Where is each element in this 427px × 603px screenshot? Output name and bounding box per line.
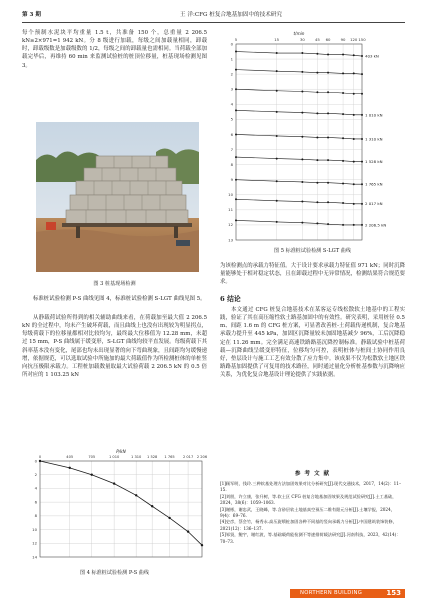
data-point (168, 517, 170, 519)
data-point (342, 182, 344, 184)
x-tick-label: 0 (38, 455, 42, 459)
data-point (135, 494, 137, 496)
data-point (342, 160, 344, 162)
data-point (301, 222, 303, 224)
y-tick-label: 12 (228, 222, 233, 228)
data-point (353, 54, 355, 56)
data-point (342, 92, 344, 94)
data-point (342, 113, 344, 115)
data-point (235, 88, 237, 90)
y-tick-label: 12 (32, 540, 37, 546)
data-point (353, 183, 355, 185)
series-label: 2 206.5 kN (365, 222, 387, 228)
data-point (301, 112, 303, 114)
data-point (361, 203, 363, 205)
running-header (22, 10, 405, 21)
y-tick-label: 10 (228, 192, 233, 198)
data-point (327, 159, 329, 161)
y-tick-label: 8 (230, 161, 233, 167)
x-axis-label: t/min (293, 31, 305, 36)
y-tick-label: 0 (34, 458, 37, 464)
reference-item: [5]邹贤，鲍宇，谢红波，等.基础载荷能检测不等速排荷载法研究[J].河南科技，2023，42(14)：70–73. (220, 532, 401, 544)
y-tick-label: 7 (230, 146, 233, 152)
running-title: 王 洋:CFG 桩复合地基加固中的技术研究 (180, 12, 282, 18)
data-point (327, 223, 329, 225)
data-point (276, 135, 278, 137)
y-tick-label: 2 (34, 472, 37, 478)
data-point (316, 136, 318, 138)
x-tick-label: 1 010 (109, 455, 120, 459)
data-point (353, 203, 355, 205)
data-point (327, 72, 329, 74)
y-tick-label: 3 (230, 86, 233, 92)
data-point (316, 201, 318, 203)
x-tick-label: 705 (88, 455, 96, 459)
series-label: 1 528 kN (365, 159, 383, 164)
series-label: 403 kN (365, 53, 379, 59)
data-point (353, 72, 355, 74)
header-rule (22, 22, 405, 23)
data-point (235, 133, 237, 135)
series-label: 1 765 kN (365, 181, 383, 187)
figure-4-caption: 图 4 标准桩试验检测 P-S 曲线 (79, 570, 149, 576)
data-point (361, 114, 363, 116)
data-point (361, 138, 363, 140)
data-point (69, 467, 71, 469)
data-point (276, 70, 278, 72)
data-point (91, 474, 93, 476)
data-point (235, 198, 237, 200)
issue-number: 第 3 期 (22, 12, 41, 18)
data-point (301, 181, 303, 183)
data-point (301, 52, 303, 54)
data-point (235, 51, 237, 53)
x-tick-label: 120 (350, 37, 358, 42)
x-axis-label: P/kN (116, 449, 126, 454)
x-tick-label: 45 (314, 37, 320, 42)
col2-paragraph-1: 为该检测点的承载力特征值。大于设计要求承载力特征值 971 kN；同时沉降量能够处于相对稳定状态，且在卸载过程中无异常情况，检测结果符合规范要求。 (220, 263, 405, 286)
col1-paragraph-3: 从静载荷试验所得到的相关辅助曲线来看，在荷载加至最大值 2 206.5 kN 的全过程中，均未产生破坏荷载，而且曲线上也没有出现较为明显拐点，每级荷载下的位移量都相对比较均匀，最终最大位移值为 12.28 mm，未超过 15 mm，P-S 曲线属于缓变形，S-LGT 曲线均较平直发展。每级荷载下其斜率基本没有变化，尾部也均未出现显著的向下弯曲现象，且间距均匀缓慢递增，依据规范，可以选取试验中所施加的最大荷载值作为所检测桩体的单桩竖向抗压极限承载力。工程桩加载数量取最大试验荷载 2 206.5 kN 的 0.5 倍所对应的 1 103.25 kN (22, 315, 207, 379)
section-6-heading: 6 结论 (220, 295, 241, 303)
data-point (301, 136, 303, 138)
data-point (201, 544, 203, 546)
references-heading: 参 考 文 献 (294, 471, 331, 477)
data-point (327, 201, 329, 203)
col1-paragraph-1: 每个预制水泥块平均重量 1.5 t，共准备 150 个，总重量 2 206.5 kN≥2×971=1 942 kN。分 8 级进行加载，每级之间加载量相同，卸载时，卸载级数是加载级数的 1/2，每级之间的卸载量也需相同。当荷载全部加载完毕后，再维持 60 min 来监测试验桩的桩顶位移量，桩基现场检测见图 3。 (22, 30, 207, 69)
data-point (353, 138, 355, 140)
s-lgt-curve-chart (220, 28, 405, 244)
data-point (316, 222, 318, 224)
plot-frame (40, 461, 202, 557)
data-point (316, 112, 318, 114)
data-point (327, 54, 329, 56)
reference-item: [4]史彦，蔡会竹，杨秀永.高压旋喷桩加固各种不同基的竖向承载力分析[J].中国建筑装饰装修，2021(12)：136–137. (220, 519, 397, 531)
x-tick-label: 150 (358, 37, 366, 42)
series-line (40, 461, 202, 545)
data-point (316, 53, 318, 55)
data-point (151, 505, 153, 507)
data-point (342, 224, 344, 226)
data-point (327, 112, 329, 114)
series-label: 1 310 kN (365, 136, 383, 142)
data-point (316, 91, 318, 93)
y-tick-label: 10 (32, 526, 37, 532)
site-test-photo (36, 122, 199, 272)
x-tick-label: 15 (274, 37, 280, 42)
series-label: 1 010 kN (365, 112, 383, 118)
x-tick-label: 1 310 (131, 455, 142, 459)
data-point (342, 54, 344, 56)
x-tick-label: 1 765 (164, 455, 175, 459)
data-point (276, 90, 278, 92)
y-tick-label: 11 (228, 207, 233, 213)
series-label: 2 017 kN (365, 201, 383, 207)
figure-5-caption: 图 5 标准桩试验检测 S-LGT 曲线 (274, 248, 351, 254)
reference-item: [1]顾军明，钱玲.三种软基处理方法加固效果对比分析研究[J].现代交通技术，2017，14(2)：11–15. (220, 481, 402, 493)
references-list (220, 481, 405, 545)
ps-curve-chart (22, 447, 207, 565)
data-point (353, 224, 355, 226)
page-footer (290, 589, 405, 598)
col2-paragraph-2: 本文通过 CFG 桩复合地基技术在某客运专线松散软土地基中的工程实践，验证了其在高压缩性软土路基加固中的有效性。研究表明，采用桩径 0.5 m、间距 1.6 m 的 CFG 桩方案，可显著改善桩-土荷载传递机制，复合地基承载力提升至 445 kPa，加固区沉降量较未加固地基减少 96%，工后沉降稳定在 11.26 mm。完全满足高速铁路路基沉降控制标准。静载试验中桩基荷载—沉降曲线呈缓变形特征，位移均匀可控，表明桩体与桩间土协同作用良好，垫层设计与施工工艺有效分散了应力集中。该成果不仅为松散软土地区铁路路基加固提供了可复用的技术路径，同时通过量化分析桩基参数与沉降响应关系，为优化复合地基设计理论提供了实践依据。 (220, 307, 405, 379)
data-point (276, 158, 278, 160)
data-point (276, 111, 278, 113)
data-point (361, 224, 363, 226)
data-point (235, 69, 237, 71)
x-tick-label: 5 (234, 37, 238, 42)
data-point (276, 221, 278, 223)
data-point (301, 71, 303, 73)
data-point (361, 55, 363, 57)
data-point (342, 202, 344, 204)
y-tick-label: 13 (228, 237, 233, 243)
data-point (361, 93, 363, 95)
data-point (327, 182, 329, 184)
data-point (301, 158, 303, 160)
data-point (276, 200, 278, 202)
x-tick-label: 60 (325, 37, 331, 42)
data-point (361, 73, 363, 75)
data-point (276, 52, 278, 54)
data-point (361, 161, 363, 163)
data-point (235, 219, 237, 221)
y-tick-label: 1 (230, 56, 233, 62)
data-point (276, 180, 278, 182)
data-point (327, 91, 329, 93)
y-tick-label: 6 (34, 499, 37, 505)
data-point (235, 109, 237, 111)
y-tick-label: 5 (230, 116, 233, 122)
y-tick-label: 8 (34, 513, 37, 519)
data-point (327, 136, 329, 138)
journal-name: NORTHERN BUILDING (300, 590, 363, 596)
data-point (361, 183, 363, 185)
data-point (316, 159, 318, 161)
data-point (301, 90, 303, 92)
data-point (235, 156, 237, 158)
data-point (316, 72, 318, 74)
y-tick-label: 2 (230, 71, 233, 77)
reference-item: [3]谢彬，谢忠武，王晓峰，等.含砂层软土地基真空预压二维有限元分析[J].土壤学报，2024，9(4)：69–76. (220, 506, 395, 519)
data-point (353, 161, 355, 163)
y-tick-label: 0 (230, 41, 233, 47)
figure-3-caption: 图 3 桩基现场检测 (93, 281, 136, 287)
data-point (342, 137, 344, 139)
data-point (187, 530, 189, 532)
data-point (301, 201, 303, 203)
data-point (235, 179, 237, 181)
x-tick-label: 90 (340, 37, 346, 42)
col1-paragraph-2: 标准桩试验检测 P-S 曲线见图 4，标准桩试验检测 S-LGT 曲线见图 5。 (33, 296, 206, 302)
reference-item: [2]刘朋，许立康，张升树，等.软土区 CFG 桩复合地基加固效果及规范试验研究[J].土工基础，2024，38(6)：1059–1063. (220, 493, 397, 506)
data-point (316, 182, 318, 184)
data-point (342, 72, 344, 74)
data-point (113, 482, 115, 484)
x-tick-label: 2 017 (182, 455, 194, 459)
y-tick-label: 6 (230, 131, 233, 137)
data-point (39, 460, 41, 462)
x-tick-label: 1 528 (147, 455, 158, 459)
data-point (353, 114, 355, 116)
x-tick-label: 30 (299, 37, 305, 42)
y-tick-label: 4 (230, 101, 233, 107)
page-number: 153 (386, 589, 401, 597)
data-point (353, 93, 355, 95)
x-tick-label: 405 (66, 455, 74, 459)
y-tick-label: 14 (32, 554, 37, 560)
x-tick-label: 2 206 (196, 455, 207, 459)
y-tick-label: 9 (230, 176, 233, 182)
y-tick-label: 4 (34, 485, 37, 491)
